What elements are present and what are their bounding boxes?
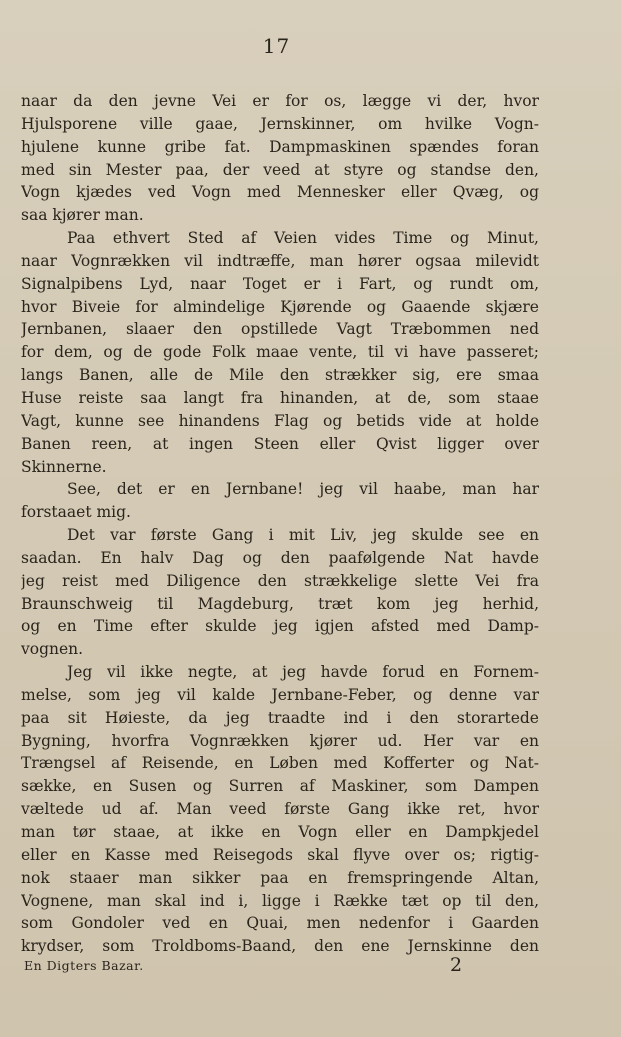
text-line: forstaaet mig. [21, 503, 131, 522]
text-line: Signalpibens Lyd, naar Toget er i Fart, og rundt om, [21, 274, 539, 293]
text-line: krydser, som Troldboms-Baand, den ene Jernskinne den [21, 937, 539, 956]
text-line: jeg reist med Diligence den strækkelige slette Vei fra [21, 571, 539, 590]
text-line: naar da den jevne Vei er for os, lægge vi der, hvor [21, 92, 539, 110]
text-line: Vagt, kunne see hinandens Flag og betids vide at holde [21, 411, 539, 430]
text-line: væltede ud af. Man veed første Gang ikke ret, hvor [21, 800, 539, 819]
text-line: Braunschweig til Magdeburg, træt kom jeg herhid, [21, 594, 539, 613]
text-line: Jernbanen, slaaer den opstillede Vagt Træbommen ned [21, 320, 539, 339]
text-line: saadan. En halv Dag og den paafølgende Nat havde [21, 548, 539, 567]
text-line: hvor Biveie for almindelige Kjørende og Gaaende skjære [21, 297, 539, 316]
signature-mark: 2 [450, 954, 463, 976]
text-line: Huse reiste saa langt fra hinanden, at de, som staae [21, 388, 539, 407]
text-line: og en Time efter skulde jeg igjen afsted med Damp- [21, 617, 539, 636]
text-line: See, det er en Jernbane! jeg vil haabe, man har [67, 480, 539, 499]
text-line: Bygning, hvorfra Vognrækken kjører ud. Her var en [21, 731, 539, 750]
text-line: som Gondoler ved en Quai, men nedenfor i Gaarden [21, 914, 539, 933]
text-line: for dem, og de gode Folk maae vente, til vi have passeret; [21, 343, 539, 362]
body-text [21, 90, 539, 958]
text-line: Vognene, man skal ind i, ligge i Række tæt op til den, [21, 891, 539, 910]
text-line: vognen. [21, 640, 84, 659]
text-line: nok staaer man sikker paa en fremspringende Altan, [21, 868, 539, 887]
text-line: Det var første Gang i mit Liv, jeg skulde see en [67, 526, 539, 545]
text-line: man tør staae, at ikke en Vogn eller en Dampkjedel [21, 823, 539, 841]
text-line: paa sit Høieste, da jeg traadte ind i den storartede [21, 708, 539, 727]
text-line: langs Banen, alle de Mile den strækker sig, ere smaa [21, 366, 539, 385]
text-line: melse, som jeg vil kalde Jernbane-Feber, og denne var [21, 685, 539, 704]
printer-signature: En Digters Bazar. [24, 958, 144, 973]
text-line: Trængsel af Reisende, en Løben med Kofferter og Nat- [21, 754, 539, 773]
text-line: Jeg vil ikke negte, at jeg havde forud en Fornem- [67, 663, 539, 682]
text-line: hjulene kunne gribe fat. Dampmaskinen spændes foran [21, 137, 539, 156]
text-line: eller en Kasse med Reisegods skal flyve over os; rigtig- [21, 845, 539, 864]
text-line: Banen reen, at ingen Steen eller Qvist ligger over [21, 434, 539, 453]
text-line: saa kjører man. [21, 206, 144, 225]
text-line: Paa ethvert Sted af Veien vides Time og Minut, [67, 229, 539, 248]
text-line: naar Vognrækken vil indtræffe, man hører ogsaa milevidt [21, 251, 539, 270]
page-footer [24, 954, 464, 982]
text-line: sække, en Susen og Surren af Maskiner, som Dampen [21, 777, 539, 796]
text-line: med sin Mester paa, der veed at styre og standse den, [21, 160, 539, 179]
text-line: Hjulsporene ville gaae, Jernskinner, om hvilke Vogn- [21, 114, 539, 133]
text-line: Skinnerne. [21, 457, 107, 476]
text-line: Vogn kjædes ved Vogn med Mennesker eller Qvæg, og [21, 183, 539, 202]
page-number: 17 [262, 34, 291, 58]
